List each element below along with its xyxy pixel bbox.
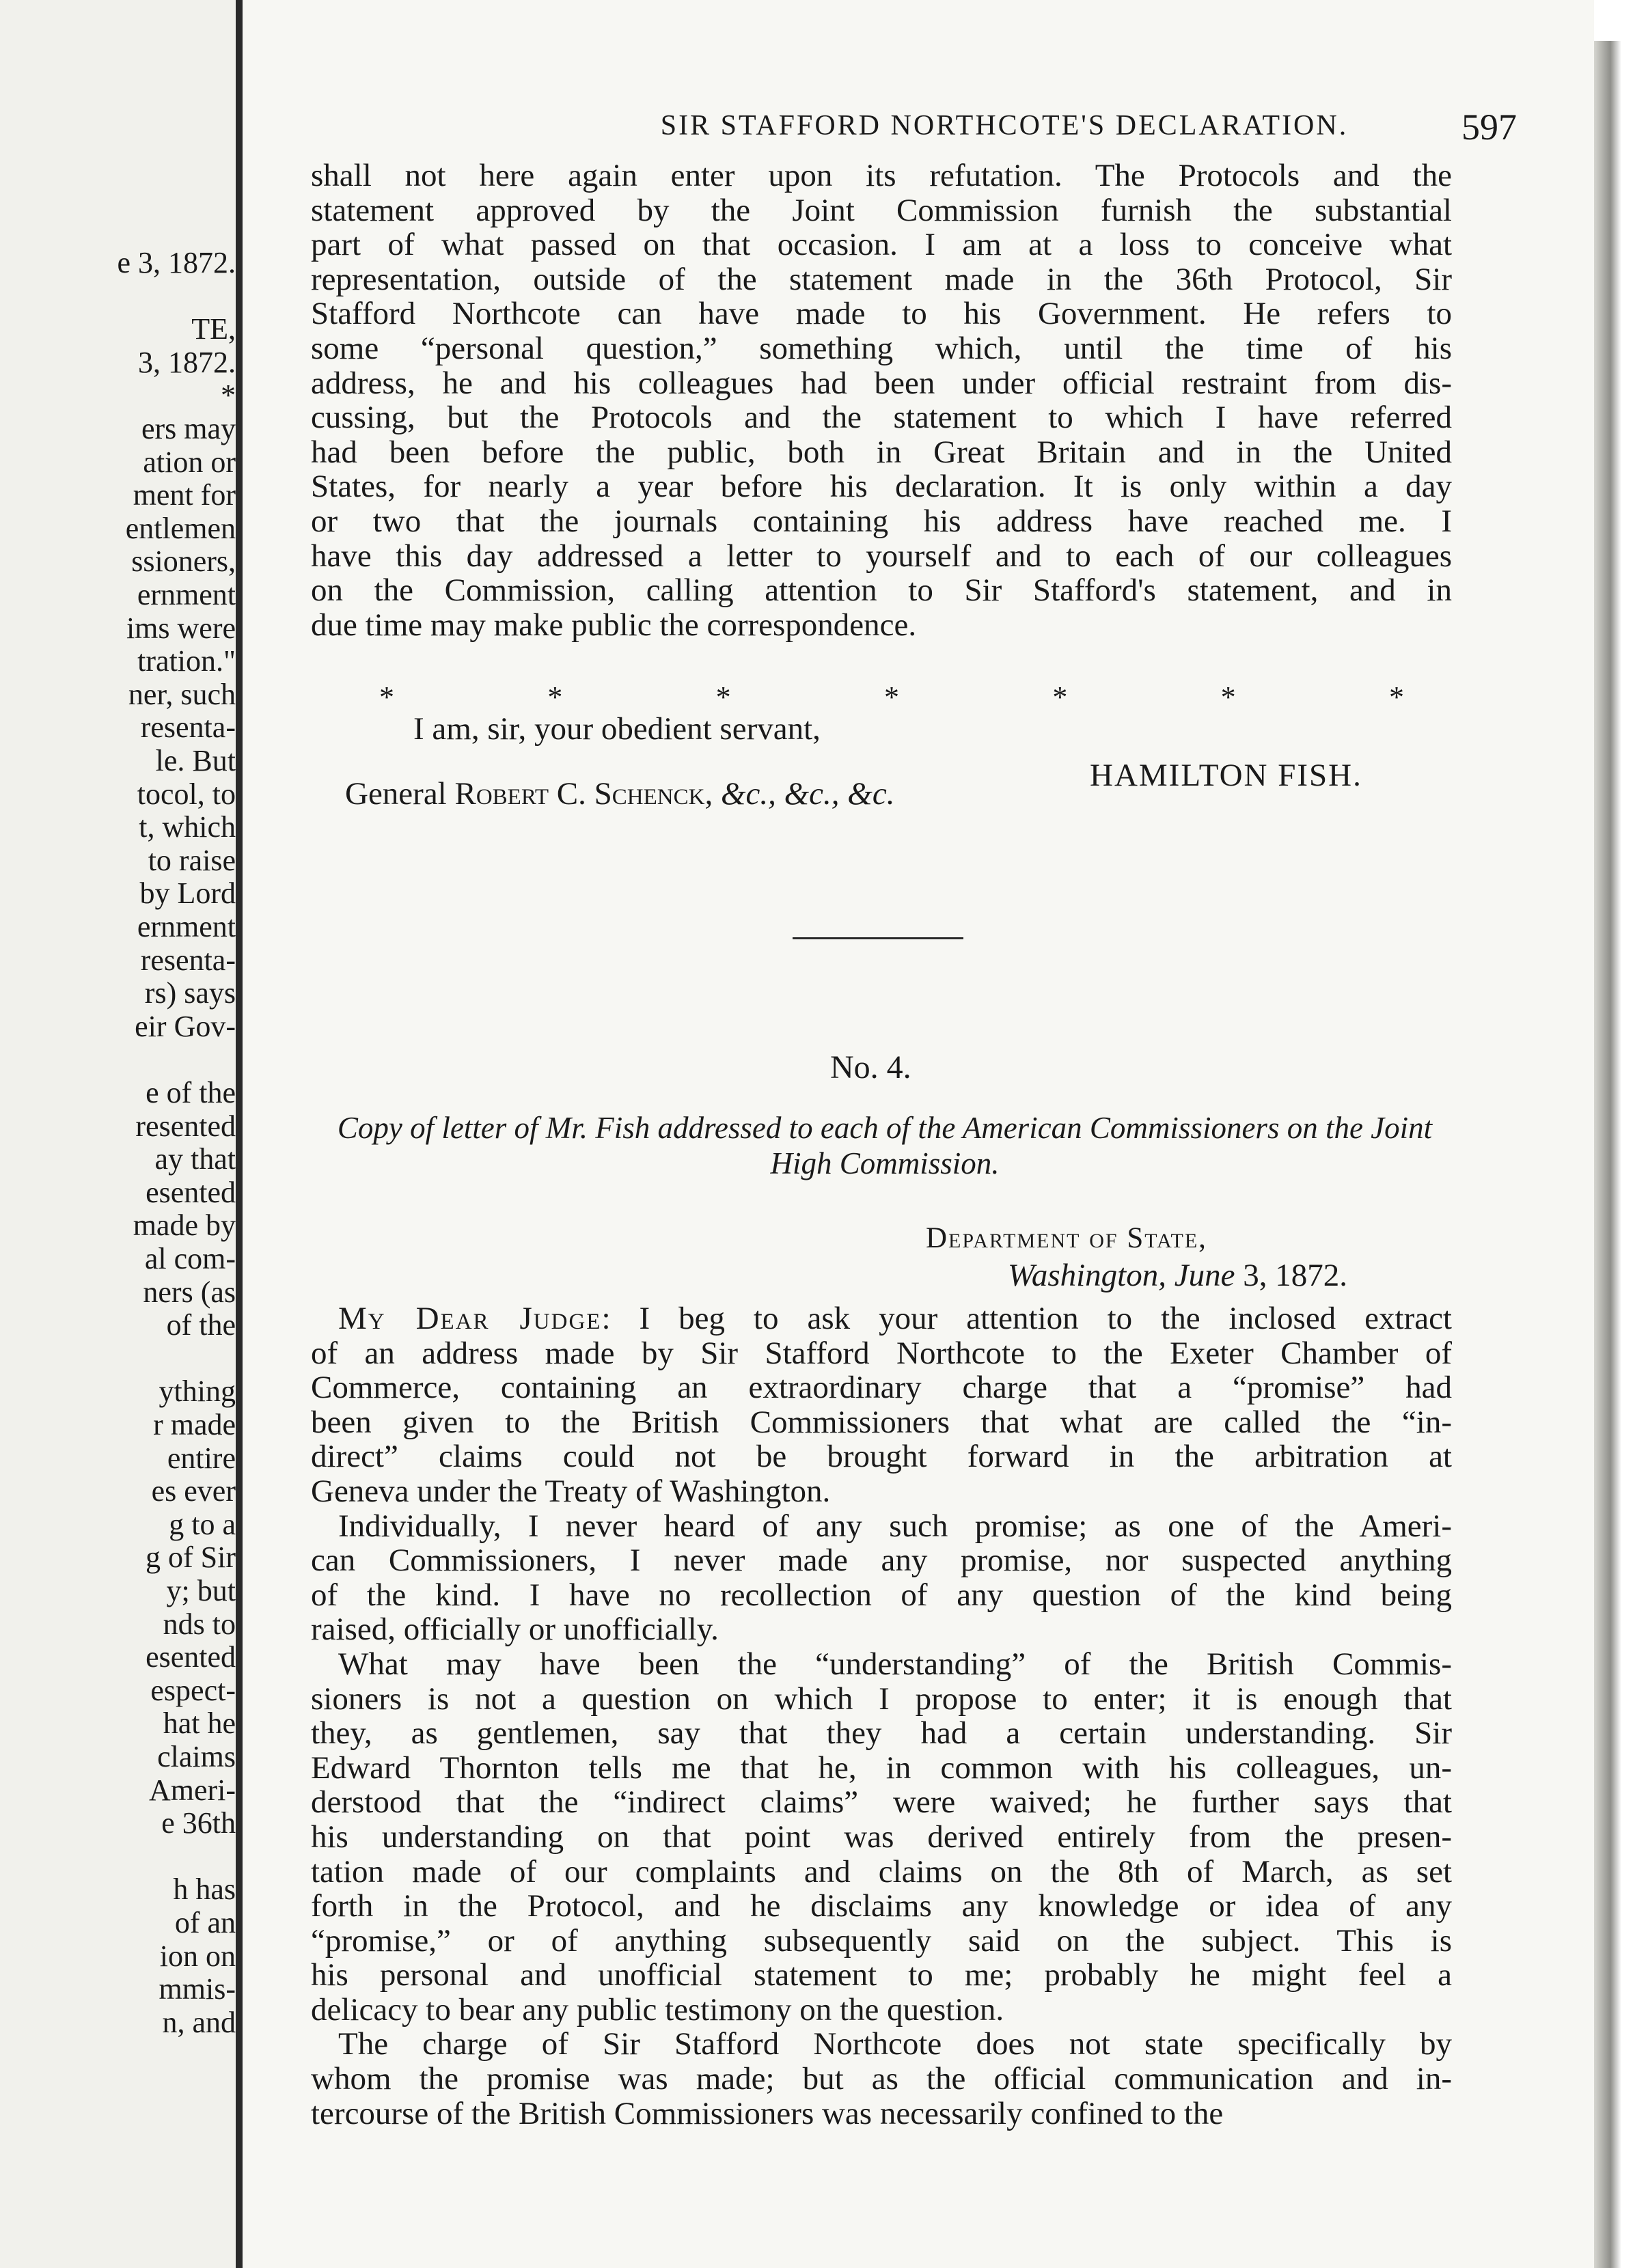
text-line: tercourse of the British Commissioners was necessarily confined to the [311, 2095, 1224, 2131]
fragment-line: entire [167, 1441, 236, 1475]
page [243, 0, 1594, 2268]
signature: HAMILTON FISH. [1090, 758, 1362, 793]
letter-paragraph-3 [311, 1647, 1452, 2028]
ellipsis-stars [379, 680, 1404, 715]
text-line: address, he and his colleagues had been under official restraint from dis- [311, 365, 1452, 401]
fragment-line: ernment [137, 578, 236, 611]
fragment-line: ment for [133, 478, 236, 512]
text-line: of an address made by Sir Stafford Northcote to the Exeter Chamber of [311, 1335, 1452, 1371]
fragment-line: g to a [169, 1507, 236, 1541]
text-line: or two that the journals containing his address have reached me. I [311, 503, 1452, 539]
fragment-line: ers may [141, 412, 236, 445]
fragment-line: r made [153, 1408, 236, 1441]
fragment-line: ion on [159, 1939, 236, 1973]
addressee-name: Robert C. Schenck [454, 776, 705, 812]
letter-paragraph-4 [311, 2027, 1452, 2131]
previous-page-fragment [0, 0, 236, 2268]
page-gutter [236, 0, 243, 2268]
fragment-line: espect- [150, 1673, 236, 1707]
star-mark: * [1388, 680, 1404, 714]
text-line: forth in the Protocol, and he disclaims any knowledge or idea of any [311, 1888, 1452, 1924]
text-line: part of what passed on that occasion. I am at a loss to conceive what [311, 227, 1452, 263]
fragment-line: eir Gov- [135, 1009, 236, 1043]
fragment-line: of the [166, 1308, 236, 1342]
text-line: had been before the public, both in Great Britain and in the United [311, 434, 1452, 470]
text-line: on the Commission, calling attention to Sir Stafford's statement, and in [311, 572, 1452, 609]
text-line: cussing, but the Protocols and the statement to which I have referred [311, 400, 1452, 436]
star-mark: * [379, 680, 394, 714]
dateline-department: Department of State, [926, 1222, 1207, 1254]
text-line: delicacy to bear any public testimony on the question. [311, 1991, 1004, 2028]
fragment-line: esented [146, 1175, 236, 1209]
fragment-line: rs) says [144, 976, 236, 1010]
text-line: can Commissioners, I never made any promise, nor suspected anything [311, 1543, 1452, 1579]
fragment-line: by Lord [139, 876, 236, 911]
fragment-line: e of the [146, 1076, 236, 1109]
text-line: Geneva under the Treaty of Washington. [311, 1473, 831, 1509]
fragment-line: resenta- [140, 710, 236, 745]
text-line: some “personal question,” something which, until the time of his [311, 330, 1452, 366]
fragment-line: of an [174, 1906, 236, 1939]
letter-paragraph-1 [311, 1301, 1452, 1509]
text-line: Individually, I never heard of any such promise; as one of the Ameri- [338, 1508, 1452, 1544]
fragment-line: n, and [162, 2005, 236, 2039]
fragment-line: 3, 1872. [138, 345, 236, 379]
letter-paragraph-2 [311, 1509, 1452, 1647]
text-line: States, for nearly a year before his declaration. It is only within a day [311, 469, 1452, 505]
document-caption: Copy of letter of Mr. Fish addressed to each of the American Commissioners on the Joint High Commission. [337, 1111, 1433, 1180]
fragment-line: le. But [155, 744, 236, 777]
star-mark: * [547, 680, 563, 714]
fragment-line: Ameri- [148, 1773, 236, 1807]
dateline-city: Washington, June [1008, 1258, 1235, 1293]
text-line: they, as gentlemen, say that they had a certain understanding. Sir [311, 1715, 1452, 1752]
fragment-line: nds to [163, 1607, 236, 1641]
fragment-line: g of Sir [146, 1540, 236, 1575]
text-line: his understanding on that point was derived entirely from the presen- [311, 1818, 1452, 1855]
running-title: SIR STAFFORD NORTHCOTE'S DECLARATION. [660, 110, 1349, 141]
text-line [311, 1301, 1452, 1336]
text-line: direct” claims could not be brought forward in the arbitration at [311, 1439, 1452, 1475]
fragment-line: e 36th [161, 1806, 236, 1840]
page-edge-shadow [1594, 41, 1621, 2268]
fragment-line: es ever [151, 1474, 236, 1508]
fragment-line: tration." [137, 644, 236, 678]
closing-line: I am, sir, your obedient servant, [413, 711, 821, 747]
fragment-line: claims [157, 1740, 236, 1773]
fragment-line: TE, [191, 312, 236, 346]
dateline-place [1008, 1257, 1347, 1294]
fragment-line: ation or [143, 445, 236, 479]
fragment-line: mmis- [159, 1972, 236, 2006]
text-line: his personal and unofficial statement to me; probably he might feel a [311, 1957, 1452, 1993]
addressee-prefix: General [345, 776, 455, 812]
fragment-line: tocol, to [137, 777, 236, 811]
fragment-line: entlemen [125, 511, 236, 545]
dateline-year: 3, 1872. [1235, 1258, 1347, 1293]
letter-body [311, 1301, 1452, 2131]
salutation: My Dear Judge [338, 1301, 602, 1336]
fragment-line: ner, such [128, 677, 236, 711]
text-line: What may have been the “understanding” of the British Commis- [338, 1646, 1452, 1682]
fragment-line: y; but [166, 1574, 236, 1607]
fragment-line: hat he [163, 1706, 236, 1741]
fragment-line: to raise [148, 843, 236, 877]
text-line: of the kind. I have no recollection of any question of the kind being [311, 1577, 1452, 1613]
text-line-content: : I beg to ask your attention to the inclosed extract [601, 1301, 1452, 1336]
text-line: The charge of Sir Stafford Northcote does not state specifically by [338, 2026, 1452, 2062]
addressee-suffix: , &c., &c., &c. [704, 776, 895, 812]
star-mark: * [883, 680, 899, 714]
text-line: Commerce, containing an extraordinary charge that a “promise” had [311, 1370, 1452, 1406]
fragment-line: al com- [144, 1242, 236, 1275]
star-mark: * [1052, 680, 1068, 714]
star-mark: * [715, 680, 731, 714]
letter-continuation-paragraph [311, 158, 1452, 642]
text-line: sioners is not a question on which I propose to enter; it is enough that [311, 1681, 1452, 1717]
text-line: due time may make public the correspondence. [311, 607, 917, 643]
text-line: Edward Thornton tells me that he, in common with his colleagues, un- [311, 1750, 1452, 1786]
text-line: “promise,” or of anything subsequently said on the subject. This is [311, 1922, 1452, 1959]
addressee [345, 775, 894, 812]
fragment-line: esented [146, 1640, 236, 1674]
page-number: 597 [1461, 107, 1517, 148]
fragment-line: ssioners, [131, 544, 236, 579]
text-line: shall not here again enter upon its refutation. The Protocols and the [311, 158, 1452, 193]
section-divider [793, 937, 963, 939]
fragment-line: resenta- [140, 943, 236, 977]
fragment-line: ything [159, 1374, 236, 1409]
fragment-line: ay that [154, 1142, 236, 1176]
fragment-line: h has [173, 1872, 236, 1907]
fragment-line: resented [135, 1109, 236, 1143]
text-line: whom the promise was made; but as the official communication and in- [311, 2061, 1452, 2097]
document-number: No. 4. [830, 1049, 911, 1085]
text-line: Stafford Northcote can have made to his Government. He refers to [311, 296, 1452, 332]
fragment-line: t, which [139, 810, 236, 844]
text-line: have this day addressed a letter to yourself and to each of our colleagues [311, 538, 1452, 574]
fragment-line: ernment [137, 910, 236, 943]
fragment-line: ims were [126, 611, 236, 645]
star-mark: * [1220, 680, 1236, 714]
text-line: tation made of our complaints and claims on the 8th of March, as set [311, 1853, 1452, 1890]
fragment-line: made by [133, 1208, 236, 1243]
fragment-line: e 3, 1872. [117, 246, 236, 279]
fragment-line: * [221, 378, 236, 413]
fragment-line: ners (as [143, 1275, 236, 1309]
text-line: raised, officially or unofficially. [311, 1612, 719, 1648]
text-line: statement approved by the Joint Commission furnish the substantial [311, 192, 1452, 228]
text-line: been given to the British Commissioners that what are called the “in- [311, 1404, 1452, 1440]
text-line: derstood that the “indirect claims” were waived; he further says that [311, 1784, 1452, 1821]
text-line: representation, outside of the statement made in the 36th Protocol, Sir [311, 261, 1452, 297]
